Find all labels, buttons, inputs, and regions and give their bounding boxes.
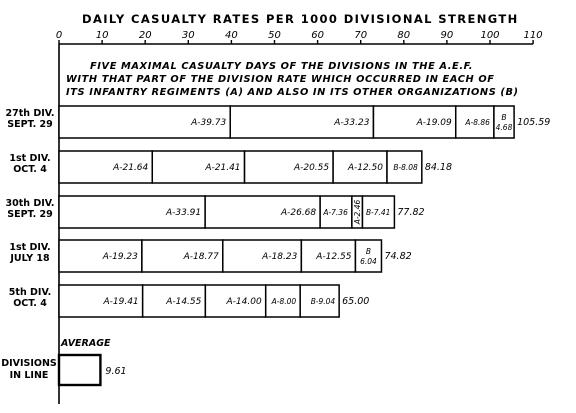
division-label: 5th DIV.: [8, 287, 52, 298]
division-row: [9, 151, 452, 183]
x-tick-label: 50: [268, 30, 281, 41]
segment-label: A-33.91: [165, 208, 202, 218]
total-label: 84.18: [424, 162, 453, 173]
segment-label: B: [365, 247, 372, 256]
segment-label: A-39.73: [191, 118, 227, 128]
x-tick-label: 40: [225, 30, 238, 41]
segment-label: B-9.04: [310, 297, 336, 306]
segment-label: A-12.50: [347, 163, 383, 173]
bar-segment: [494, 106, 514, 138]
chart-subtitle: [66, 61, 519, 98]
segment-label: A-26.68: [280, 208, 317, 218]
segment-label: A-18.23: [262, 252, 298, 262]
division-label: JULY 18: [10, 253, 50, 264]
bar-segment: [355, 240, 381, 272]
x-tick-label: 10: [95, 30, 109, 41]
segment-label: B-7.41: [365, 208, 391, 217]
x-tick-label: 0: [55, 30, 63, 41]
average-row-label: IN LINE: [9, 370, 49, 381]
segment-label: B-8.08: [393, 163, 418, 172]
subtitle-line: FIVE MAXIMAL CASUALTY DAYS OF THE DIVISIONS IN THE A.E.F.: [90, 61, 474, 72]
division-label: OCT. 4: [13, 164, 47, 175]
division-label: 27th DIV.: [5, 108, 55, 119]
division-label: SEPT. 29: [7, 119, 53, 130]
subtitle-line: ITS INFANTRY REGIMENTS (A) AND ALSO IN ITS OTHER ORGANIZATIONS (B): [66, 87, 519, 98]
total-label: 65.00: [342, 296, 370, 307]
segment-label: A-7.36: [323, 208, 348, 217]
division-label: OCT. 4: [13, 298, 47, 309]
total-label: 77.82: [397, 207, 425, 218]
segment-label: A-33.23: [334, 118, 370, 128]
average-row-label: DIVISIONS: [1, 358, 57, 369]
division-label: 1st DIV.: [9, 242, 51, 253]
total-label: 74.82: [384, 251, 412, 262]
segment-label: A-14.55: [166, 297, 202, 307]
segment-label: A-8.86: [465, 118, 490, 127]
division-row: [9, 285, 370, 317]
segment-label: A-19.09: [416, 118, 452, 128]
division-label: SEPT. 29: [7, 209, 53, 220]
chart-title: DAILY CASUALTY RATES PER 1000 DIVISIONAL STRENGTH: [82, 12, 519, 26]
segment-label: A-14.00: [226, 297, 262, 307]
segment-label: A-8.00: [271, 297, 297, 306]
x-tick-label: 110: [523, 30, 543, 41]
average-layer: [1, 338, 126, 385]
segment-label: A-20.55: [293, 163, 330, 173]
division-row: [9, 240, 411, 272]
x-tick-label: 60: [311, 30, 324, 41]
x-tick-label: 70: [354, 30, 368, 41]
segment-label: 4.68: [495, 123, 513, 132]
segment-label: A-2.46: [353, 199, 363, 225]
segment-label: B: [501, 113, 507, 122]
segment-label: 6.04: [360, 257, 377, 266]
average-value-label: 9.61: [105, 366, 127, 377]
x-tick-label: 90: [440, 30, 454, 41]
bars-layer: [6, 106, 551, 317]
x-tick-label: 20: [138, 30, 152, 41]
segment-label: A-19.23: [102, 252, 138, 262]
x-tick-label: 100: [480, 30, 500, 41]
x-tick-label: 80: [397, 30, 411, 41]
segment-label: A-21.64: [113, 163, 149, 173]
subtitle-line: WITH THAT PART OF THE DIVISION RATE WHICH OCCURRED IN EACH OF: [66, 74, 495, 85]
division-label: 1st DIV.: [9, 153, 51, 164]
division-row: [6, 196, 425, 228]
total-label: 105.59: [517, 117, 551, 128]
segment-label: A-18.77: [183, 252, 219, 262]
x-tick-label: 30: [181, 30, 195, 41]
division-label: 30th DIV.: [5, 198, 55, 209]
segment-label: A-19.41: [103, 297, 139, 307]
average-bar: [59, 355, 100, 385]
division-row: [6, 106, 551, 138]
segment-label: A-12.55: [316, 252, 352, 262]
average-caption: AVERAGE: [61, 338, 111, 349]
segment-label: A-21.41: [205, 163, 241, 173]
title-layer: [82, 12, 519, 26]
